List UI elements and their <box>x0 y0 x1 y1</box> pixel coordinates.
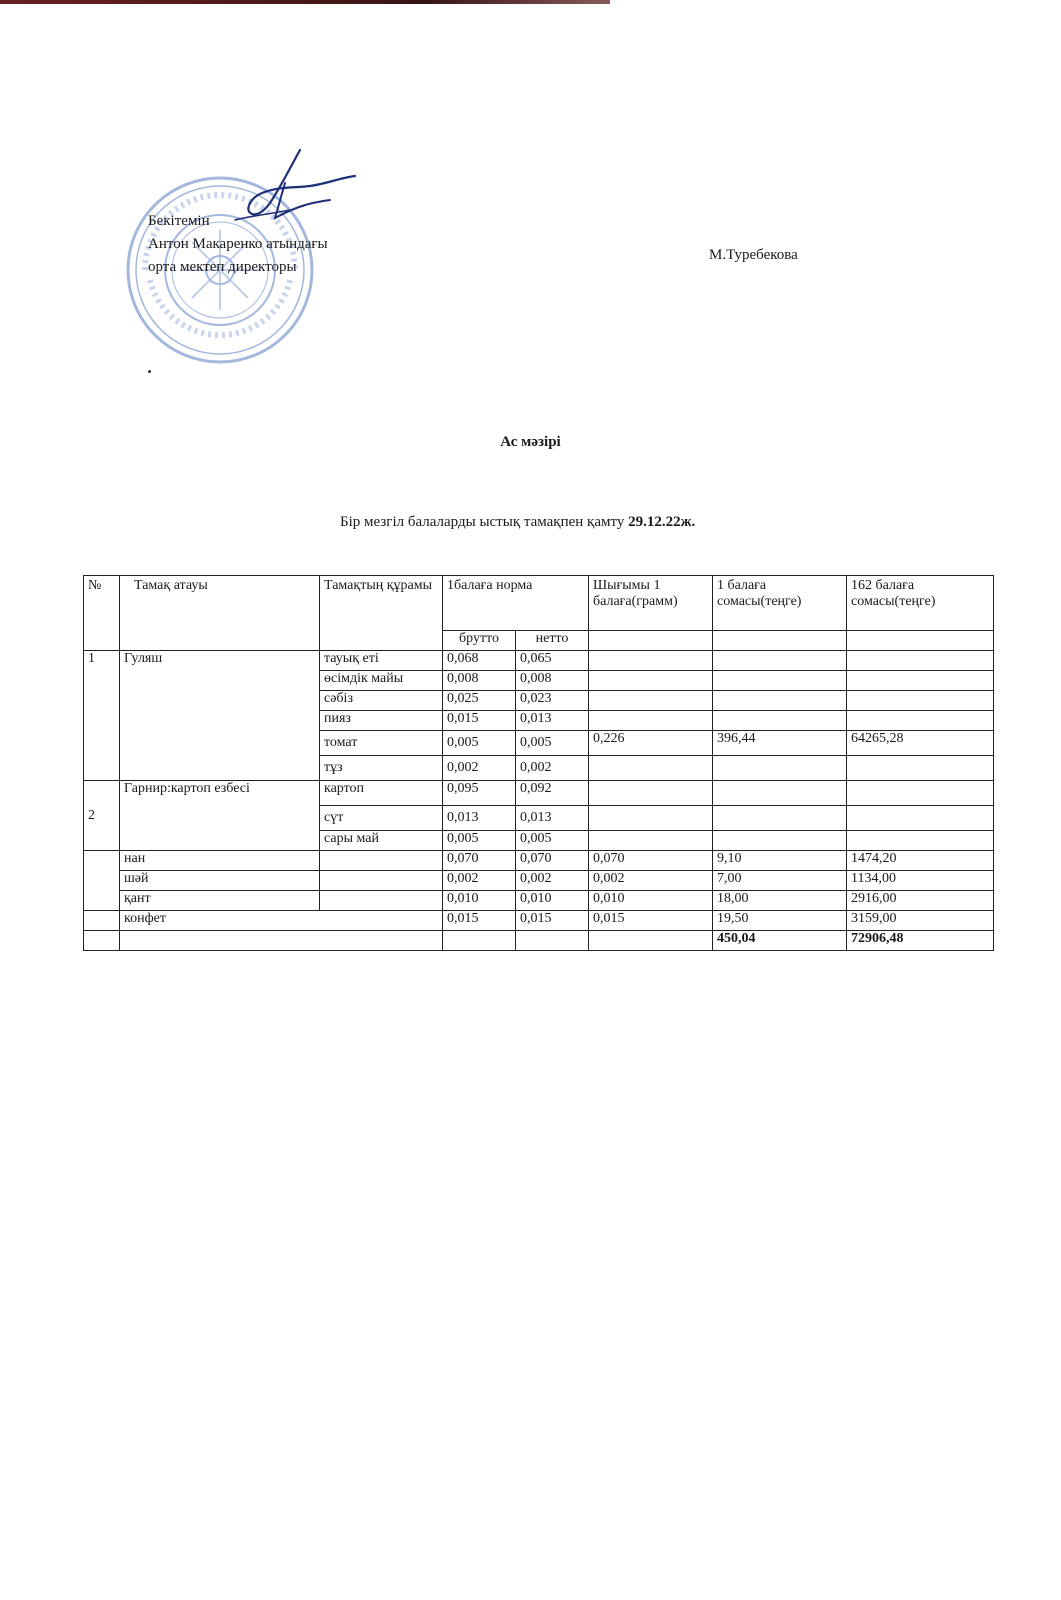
extra-netto: 0,002 <box>516 871 589 891</box>
ingredient-brutto: 0,025 <box>443 691 516 711</box>
approval-line-director: орта мектеп директоры <box>148 259 297 275</box>
extra-per-162: 1474,20 <box>847 851 994 871</box>
dish1-output: 0,226 <box>589 731 713 756</box>
total-per-child: 450,04 <box>713 931 847 951</box>
header-netto: нетто <box>516 631 589 651</box>
header-dish: Тамақ атауы <box>120 576 320 651</box>
approval-block <box>148 210 328 279</box>
extra-per-162: 1134,00 <box>847 871 994 891</box>
approval-line-approve: Бекітемін <box>148 213 210 229</box>
ingredient-name: сары май <box>320 831 443 851</box>
extra-netto: 0,070 <box>516 851 589 871</box>
dish1-name: Гуляш <box>120 651 320 781</box>
ingredient-brutto: 0,005 <box>443 731 516 756</box>
extra-output: 0,002 <box>589 871 713 891</box>
header-per-162: 162 балаға сомасы(теңге) <box>847 576 994 631</box>
table-total-row <box>84 931 994 951</box>
header-per-child: 1 балаға сомасы(теңге) <box>713 576 847 631</box>
ingredient-brutto: 0,013 <box>443 806 516 831</box>
extra-netto: 0,015 <box>516 911 589 931</box>
director-name: М.Туребекова <box>709 247 798 263</box>
total-per-162: 72906,48 <box>847 931 994 951</box>
menu-table <box>83 575 994 951</box>
header-composition: Тамақтың құрамы <box>320 576 443 651</box>
approval-line-school: Антон Макаренко атындағы <box>148 236 328 252</box>
ingredient-brutto: 0,095 <box>443 781 516 806</box>
extra-output: 0,010 <box>589 891 713 911</box>
ingredient-name: тауық еті <box>320 651 443 671</box>
ingredient-name: пияз <box>320 711 443 731</box>
subtitle-text: Бір мезгіл балаларды ыстық тамақпен қамту <box>340 514 629 530</box>
ingredient-netto: 0,092 <box>516 781 589 806</box>
extra-name: нан <box>120 851 320 871</box>
dish1-no: 1 <box>84 651 120 781</box>
header-norm: 1балаға норма <box>443 576 589 631</box>
table-row <box>84 891 994 911</box>
ingredient-netto: 0,008 <box>516 671 589 691</box>
ingredient-name: сүт <box>320 806 443 831</box>
ingredient-name: томат <box>320 731 443 756</box>
stray-dot <box>148 370 151 373</box>
document-title: Ас мәзірі <box>500 434 561 450</box>
dish2-name: Гарнир:картоп езбесі <box>120 781 320 851</box>
ingredient-name: тұз <box>320 756 443 781</box>
ingredient-name: картоп <box>320 781 443 806</box>
ingredient-brutto: 0,005 <box>443 831 516 851</box>
dish2-no: 2 <box>84 781 120 851</box>
header-brutto: брутто <box>443 631 516 651</box>
header-output: Шығымы 1 балаға(грамм) <box>589 576 713 631</box>
table-row <box>84 851 994 871</box>
document-subtitle <box>340 514 695 531</box>
ingredient-brutto: 0,002 <box>443 756 516 781</box>
ingredient-netto: 0,065 <box>516 651 589 671</box>
table-row <box>84 871 994 891</box>
extra-per-child: 9,10 <box>713 851 847 871</box>
ingredient-netto: 0,005 <box>516 731 589 756</box>
extra-per-child: 18,00 <box>713 891 847 911</box>
ingredient-netto: 0,013 <box>516 806 589 831</box>
extra-output: 0,070 <box>589 851 713 871</box>
ingredient-brutto: 0,015 <box>443 711 516 731</box>
table-header-row <box>84 576 994 631</box>
extra-per-162: 2916,00 <box>847 891 994 911</box>
extra-name: шәй <box>120 871 320 891</box>
dish1-per-child: 396,44 <box>713 731 847 756</box>
extra-output: 0,015 <box>589 911 713 931</box>
ingredient-netto: 0,023 <box>516 691 589 711</box>
ingredient-netto: 0,013 <box>516 711 589 731</box>
ingredient-brutto: 0,008 <box>443 671 516 691</box>
ingredient-name: өсімдік майы <box>320 671 443 691</box>
extra-brutto: 0,070 <box>443 851 516 871</box>
extra-name: конфет <box>120 911 443 931</box>
extra-brutto: 0,002 <box>443 871 516 891</box>
table-row <box>84 781 994 806</box>
extra-brutto: 0,015 <box>443 911 516 931</box>
table-row <box>84 911 994 931</box>
extra-name: қант <box>120 891 320 911</box>
table-row <box>84 651 994 671</box>
ingredient-netto: 0,005 <box>516 831 589 851</box>
header-no: № <box>84 576 120 651</box>
extra-per-child: 19,50 <box>713 911 847 931</box>
subtitle-date: 29.12.22ж. <box>628 514 696 530</box>
extra-netto: 0,010 <box>516 891 589 911</box>
top-edge-bar <box>0 0 610 4</box>
ingredient-netto: 0,002 <box>516 756 589 781</box>
ingredient-brutto: 0,068 <box>443 651 516 671</box>
dish1-per-162: 64265,28 <box>847 731 994 756</box>
ingredient-name: сәбіз <box>320 691 443 711</box>
extra-per-child: 7,00 <box>713 871 847 891</box>
extra-per-162: 3159,00 <box>847 911 994 931</box>
extra-brutto: 0,010 <box>443 891 516 911</box>
